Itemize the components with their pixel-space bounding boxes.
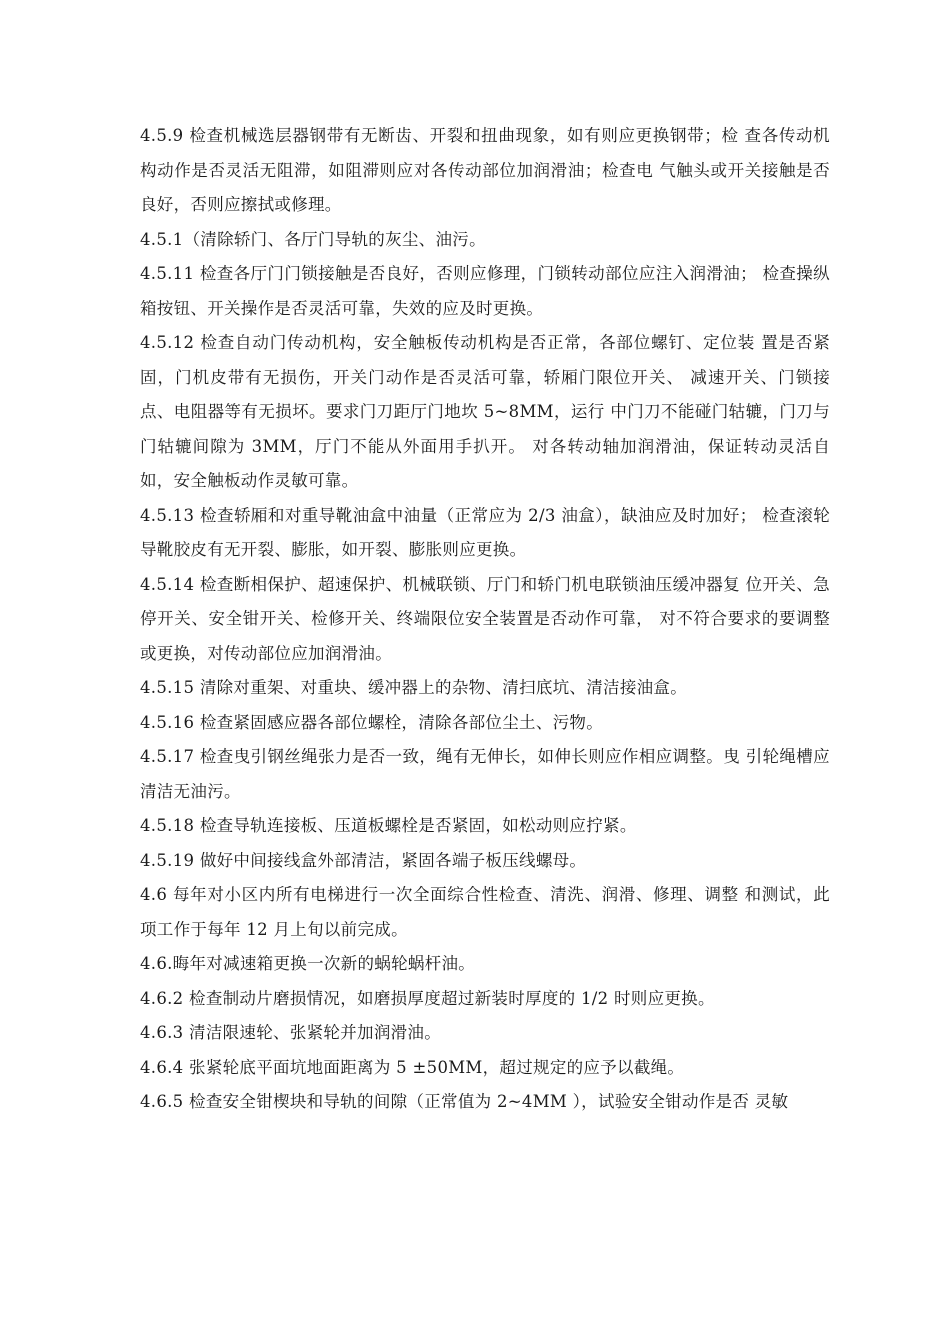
paragraph-4-5-9: 4.5.9 检查机械选层器钢带有无断齿、开裂和扭曲现象，如有则应更换钢带；检 查各传动机构动作是否灵活无阻滞，如阻滞则应对各传动部位加润滑油；检查电 气触头或开关接触是否良好，否则应擦拭或修理。: [140, 126, 830, 214]
paragraph-4-5-17: 4.5.17 检查曳引钢丝绳张力是否一致，绳有无伸长，如伸长则应作相应调整。曳 引轮绳槽应清洁无油污。: [140, 747, 830, 801]
paragraph-4-6-1: 4.6.晦年对减速箱更换一次新的蜗轮蜗杆油。: [140, 954, 476, 973]
paragraph-4-6-2: 4.6.2 检查制动片磨损情况，如磨损厚度超过新装时厚度的 1/2 时则应更换。: [140, 988, 715, 1008]
paragraph-4-5-18: 4.5.18 检查导轨连接板、压道板螺栓是否紧固，如松动则应拧紧。: [140, 816, 637, 835]
paragraph-4-6-5: 4.6.5 检查安全钳楔块和导轨的间隙（正常值为 2~4MM ），试验安全钳动作是否 灵敏: [140, 1092, 789, 1111]
paragraph-4-5-11: 4.5.11 检查各厅门门锁接触是否良好，否则应修理，门锁转动部位应注入润滑油； 检查操纵箱按钮、开关操作是否灵活可靠，失效的应及时更换。: [140, 264, 830, 318]
paragraph-4-6: 4.6 每年对小区内所有电梯进行一次全面综合性检查、清洗、润滑、修理、调整 和测试，此项工作于每年 12 月上旬以前完成。: [140, 885, 830, 939]
paragraph-4-5-16: 4.5.16 检查紧固感应器各部位螺栓，清除各部位尘土、污物。: [140, 712, 604, 732]
paragraph-4-5-19: 4.5.19 做好中间接线盒外部清洁，紧固各端子板压线螺母。: [140, 850, 587, 870]
paragraph-4-5-13: 4.5.13 检查轿厢和对重导靴油盒中油量（正常应为 2/3 油盒），缺油应及时加好； 检查滚轮导靴胶皮有无开裂、膨胀，如开裂、膨胀则应更换。: [140, 505, 830, 559]
document-body: [140, 119, 830, 1120]
paragraph-4-6-4: 4.6.4 张紧轮底平面坑地面距离为 5 ±50MM，超过规定的应予以截绳。: [140, 1057, 685, 1077]
paragraph-4-5-10: 4.5.1（清除轿门、各厅门导轨的灰尘、油污。: [140, 229, 486, 249]
paragraph-4-5-14: 4.5.14 检查断相保护、超速保护、机械联锁、厅门和轿门机电联锁油压缓冲器复 位开关、急停开关、安全钳开关、检修开关、终端限位安全装置是否动作可靠， 对不符合要求的要调整或更换，对传动部位应加润滑油。: [140, 574, 830, 663]
paragraph-4-5-12: 4.5.12 检查自动门传动机构，安全触板传动机构是否正常，各部位螺钉、定位装 置是否紧固，门机皮带有无损伤，开关门动作是否灵活可靠，轿厢门限位开关、 减速开关、门锁接点、电阻器等有无损坏。要求门刀距厅门地坎 5~8MM，运行 中门刀不能碰门轱辘，门刀与门轱辘间隙为 3MM，厅门不能从外面用手扒开。 对各转动轴加润滑油，保证转动灵活自如，安全触板动作灵敏可靠。: [140, 333, 830, 490]
paragraph-4-6-3: 4.6.3 清洁限速轮、张紧轮并加润滑油。: [140, 1023, 442, 1042]
paragraph-4-5-15: 4.5.15 清除对重架、对重块、缓冲器上的杂物、清扫底坑、清洁接油盒。: [140, 678, 688, 697]
